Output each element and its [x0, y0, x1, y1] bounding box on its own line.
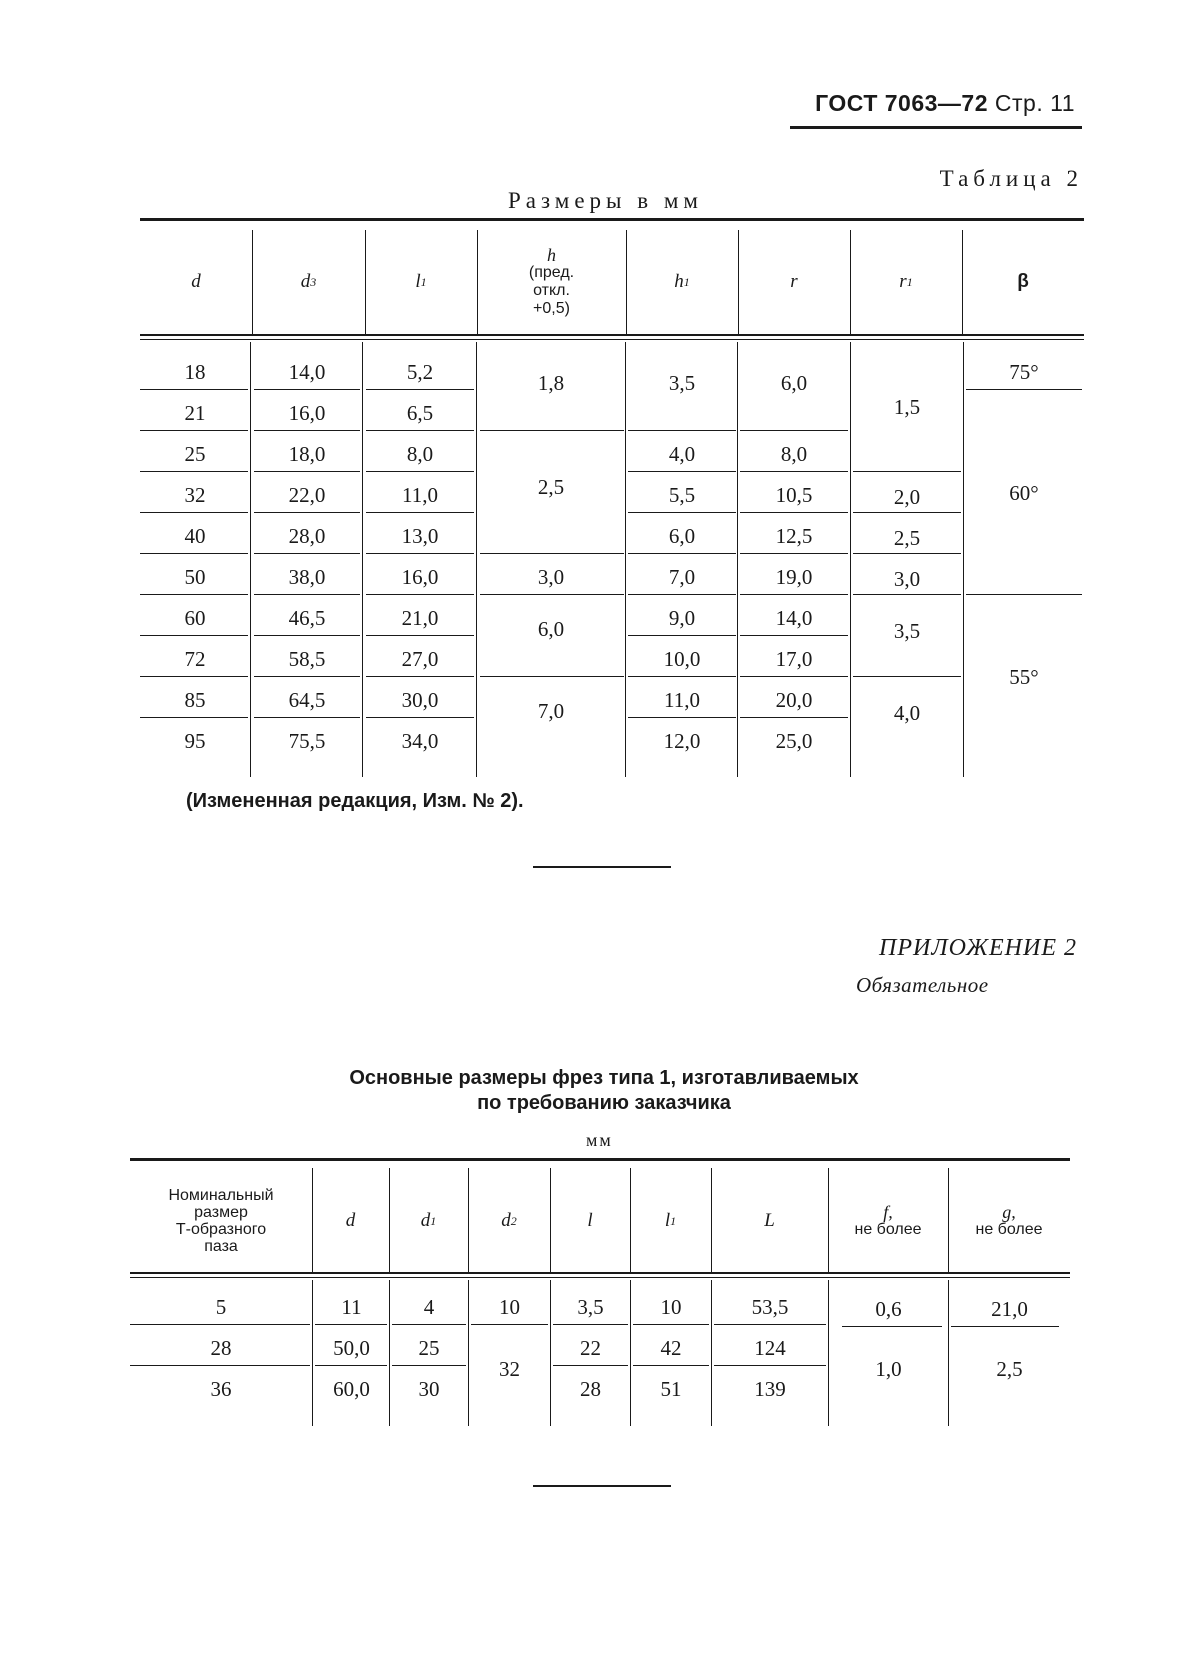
- cell-r1: 4,0: [893, 701, 921, 725]
- header-bottom-rule: [140, 334, 1084, 336]
- row-rule: [740, 430, 848, 431]
- row-rule: [714, 1324, 826, 1325]
- table-units: мм: [586, 1130, 613, 1150]
- page-header: [815, 90, 1075, 117]
- cell-r1: 2,5: [893, 526, 921, 550]
- col-header-d2-letter: d: [501, 1210, 511, 1231]
- col-header-nominal-line3: Т-образного: [175, 1221, 267, 1238]
- col-header-d1: [389, 1170, 468, 1272]
- col-header-d1-sub: 1: [430, 1213, 437, 1228]
- cell-h1: 7,0: [668, 565, 696, 589]
- section-divider: [533, 866, 671, 868]
- row-rule: [140, 512, 248, 513]
- cell-l: 3,5: [577, 1295, 604, 1319]
- row-rule: [853, 676, 961, 677]
- row-rule: [853, 553, 961, 554]
- table-top-rule: [140, 218, 1084, 221]
- cell-h1: 9,0: [668, 606, 696, 630]
- row-rule: [130, 1324, 310, 1325]
- cell-g: 2,5: [996, 1357, 1023, 1381]
- row-rule: [366, 512, 474, 513]
- cell-d: 21: [184, 401, 206, 425]
- header-bottom-rule-2: [130, 1277, 1070, 1278]
- col-header-nominal-line1: Номинальный: [168, 1187, 274, 1204]
- table-label: Таблица 2: [939, 166, 1083, 191]
- col-header-L: L: [764, 1210, 775, 1231]
- row-rule: [130, 1365, 310, 1366]
- row-rule: [471, 1324, 548, 1325]
- col-header-beta: β: [1017, 271, 1029, 292]
- row-rule: [254, 471, 360, 472]
- cell-r: 6,0: [780, 371, 808, 395]
- row-rule: [254, 553, 360, 554]
- cell-h1: 6,0: [668, 524, 696, 548]
- cell-r: 8,0: [780, 442, 808, 466]
- row-rule: [392, 1365, 466, 1366]
- body-divider: [362, 342, 363, 777]
- row-rule: [480, 594, 624, 595]
- col-header-d1-letter: d: [420, 1210, 431, 1231]
- row-rule: [480, 430, 624, 431]
- cell-f: 1,0: [875, 1357, 902, 1381]
- cell-d3: 58,5: [288, 647, 326, 671]
- row-rule: [366, 430, 474, 431]
- col-header-d3: [252, 230, 365, 334]
- col-header-h-letter: h: [547, 245, 556, 265]
- row-rule: [254, 594, 360, 595]
- row-rule: [740, 717, 848, 718]
- cell-l1: 13,0: [401, 524, 439, 548]
- cell-d: 72: [184, 647, 206, 671]
- row-rule: [740, 635, 848, 636]
- body-divider: [250, 342, 251, 777]
- row-rule: [633, 1324, 709, 1325]
- col-header-g-letter: g,: [1002, 1202, 1016, 1222]
- col-header-l1: [365, 230, 477, 334]
- cell-l1: 34,0: [401, 729, 439, 753]
- cell-beta: 55°: [1009, 665, 1039, 689]
- cell-h: 6,0: [537, 617, 565, 641]
- row-rule: [140, 471, 248, 472]
- row-rule: [140, 594, 248, 595]
- cell-d: 50: [184, 565, 206, 589]
- cell-l1: 6,5: [406, 401, 434, 425]
- col-header-r1: [850, 230, 962, 334]
- cell-beta: 75°: [1009, 360, 1039, 384]
- row-rule: [951, 1326, 1059, 1327]
- cell-nominal: 36: [210, 1377, 232, 1401]
- cell-nominal: 5: [215, 1295, 227, 1319]
- cell-d: 18: [184, 360, 206, 384]
- col-header-h1: [626, 230, 738, 334]
- cell-d: 25: [184, 442, 206, 466]
- cell-h: 7,0: [537, 699, 565, 723]
- col-header-d3-sub: 3: [310, 274, 317, 289]
- row-rule: [628, 635, 736, 636]
- cell-d1: 25: [418, 1336, 440, 1360]
- row-rule: [966, 389, 1082, 390]
- cell-L: 124: [754, 1336, 786, 1360]
- col-header-r1-sub: 1: [906, 274, 913, 289]
- table-top-rule: [130, 1158, 1070, 1161]
- cell-h: 1,8: [537, 371, 565, 395]
- cell-h1: 11,0: [664, 688, 700, 712]
- cell-l1: 42: [660, 1336, 682, 1360]
- cell-d3: 38,0: [288, 565, 326, 589]
- cell-l1: 8,0: [406, 442, 434, 466]
- row-rule: [842, 1326, 942, 1327]
- cell-r: 20,0: [775, 688, 813, 712]
- row-rule: [853, 594, 961, 595]
- row-rule: [254, 717, 360, 718]
- table-units: Размеры в мм: [508, 188, 703, 213]
- cell-d3: 22,0: [288, 483, 326, 507]
- cell-l: 28: [580, 1377, 601, 1401]
- cell-r: 19,0: [775, 565, 813, 589]
- row-rule: [740, 676, 848, 677]
- col-header-l1-sub: 1: [670, 1213, 677, 1228]
- col-header-h-line2: (пред.: [528, 264, 575, 281]
- row-rule: [140, 635, 248, 636]
- cell-d1: 4: [423, 1295, 435, 1319]
- cell-h1: 3,5: [668, 371, 696, 395]
- cell-h1: 5,5: [668, 483, 696, 507]
- body-divider: [312, 1280, 313, 1426]
- cell-h1: 4,0: [668, 442, 696, 466]
- cell-d3: 16,0: [288, 401, 326, 425]
- table-title-line1: Основные размеры фрез типа 1, изготавливаемых: [349, 1067, 859, 1089]
- row-rule: [140, 717, 248, 718]
- cell-r1: 3,0: [893, 567, 921, 591]
- cell-l1: 21,0: [401, 606, 439, 630]
- row-rule: [254, 389, 360, 390]
- col-header-l1-letter: l: [664, 1210, 671, 1231]
- row-rule: [628, 717, 736, 718]
- cell-d: 85: [184, 688, 206, 712]
- table-title: [200, 1066, 1008, 1116]
- row-rule: [966, 594, 1082, 595]
- gost-number: ГОСТ 7063—72: [815, 90, 989, 116]
- col-header-l1: [630, 1170, 711, 1272]
- col-header-r1-letter: r: [899, 271, 907, 292]
- row-rule: [853, 512, 961, 513]
- row-rule: [392, 1324, 466, 1325]
- row-rule: [140, 553, 248, 554]
- cell-l1: 27,0: [401, 647, 439, 671]
- col-header-nominal-line2: размер: [194, 1204, 248, 1221]
- cell-l1: 16,0: [401, 565, 439, 589]
- cell-d: 60: [184, 606, 206, 630]
- cell-d: 40: [184, 524, 206, 548]
- cell-h: 2,5: [537, 475, 565, 499]
- header-bottom-rule-2: [140, 339, 1084, 340]
- cell-r: 12,5: [775, 524, 813, 548]
- table-2: [140, 218, 1084, 779]
- row-rule: [740, 512, 848, 513]
- cell-d: 50,0: [333, 1336, 370, 1360]
- row-rule: [628, 676, 736, 677]
- col-header-l1-letter: l: [415, 271, 421, 292]
- cell-r: 17,0: [775, 647, 813, 671]
- row-rule: [628, 471, 736, 472]
- cell-d3: 64,5: [288, 688, 326, 712]
- row-rule: [254, 676, 360, 677]
- row-rule: [140, 389, 248, 390]
- row-rule: [628, 553, 736, 554]
- cell-d3: 28,0: [288, 524, 326, 548]
- row-rule: [366, 553, 474, 554]
- cell-r1: 2,0: [893, 485, 921, 509]
- col-header-g: [948, 1170, 1070, 1272]
- col-header-nominal: [130, 1170, 312, 1272]
- cell-r1: 1,5: [893, 395, 921, 419]
- cell-L: 139: [754, 1377, 786, 1401]
- col-header-nominal-line4: паза: [204, 1238, 238, 1255]
- cell-f: 0,6: [875, 1297, 902, 1321]
- cell-g: 21,0: [991, 1297, 1028, 1321]
- row-rule: [740, 553, 848, 554]
- col-header-d: d: [191, 271, 201, 292]
- row-rule: [366, 635, 474, 636]
- row-rule: [740, 594, 848, 595]
- col-header-h-line4: +0,5): [533, 300, 570, 317]
- row-rule: [480, 553, 624, 554]
- row-rule: [480, 676, 624, 677]
- row-rule: [254, 430, 360, 431]
- row-rule: [553, 1365, 628, 1366]
- cutter-dimensions-table: [130, 1158, 1070, 1428]
- appendix-title: ПРИЛОЖЕНИЕ 2: [879, 935, 1077, 961]
- cell-d: 60,0: [333, 1377, 370, 1401]
- cell-d3: 75,5: [288, 729, 326, 753]
- row-rule: [553, 1324, 628, 1325]
- col-header-h1-letter: h: [674, 271, 684, 292]
- cell-d3: 14,0: [288, 360, 326, 384]
- cell-d2: 32: [499, 1357, 520, 1381]
- cell-h: 3,0: [537, 565, 565, 589]
- row-rule: [140, 430, 248, 431]
- cell-r: 14,0: [775, 606, 813, 630]
- row-rule: [714, 1365, 826, 1366]
- cell-l1: 5,2: [406, 360, 434, 384]
- revision-note: (Измененная редакция, Изм. № 2).: [186, 790, 524, 812]
- header-bottom-rule: [130, 1272, 1070, 1274]
- cell-d2: 10: [499, 1295, 520, 1319]
- col-header-f-note: не более: [854, 1221, 922, 1238]
- table-title-line2: по требованию заказчика: [477, 1092, 731, 1114]
- cell-l1: 30,0: [401, 688, 439, 712]
- col-header-l: l: [587, 1210, 593, 1231]
- col-header-d3-letter: d: [300, 271, 311, 292]
- row-rule: [366, 676, 474, 677]
- col-header-l1-sub: 1: [420, 274, 427, 289]
- col-header-g-note: не более: [975, 1221, 1043, 1238]
- row-rule: [853, 471, 961, 472]
- row-rule: [366, 471, 474, 472]
- cell-l1: 10: [660, 1295, 682, 1319]
- cell-nominal: 28: [210, 1336, 232, 1360]
- row-rule: [366, 389, 474, 390]
- cell-d: 95: [184, 729, 206, 753]
- header-rule: [790, 126, 1082, 129]
- cell-beta: 60°: [1009, 481, 1039, 505]
- cell-l1: 11,0: [402, 483, 438, 507]
- col-header-r: r: [790, 271, 798, 292]
- row-rule: [366, 717, 474, 718]
- row-rule: [628, 430, 736, 431]
- row-rule: [140, 676, 248, 677]
- cell-h1: 12,0: [663, 729, 701, 753]
- col-header-h1-sub: 1: [683, 274, 690, 289]
- section-divider: [533, 1485, 671, 1487]
- cell-d1: 30: [418, 1377, 440, 1401]
- cell-h1: 10,0: [663, 647, 701, 671]
- row-rule: [315, 1365, 387, 1366]
- row-rule: [366, 594, 474, 595]
- cell-r: 25,0: [775, 729, 813, 753]
- row-rule: [254, 512, 360, 513]
- col-header-f: [828, 1170, 948, 1272]
- cell-l1: 51: [660, 1377, 682, 1401]
- row-rule: [628, 512, 736, 513]
- page-number: Стр. 11: [994, 90, 1075, 116]
- appendix-subtitle: Обязательное: [856, 973, 989, 997]
- cell-d3: 46,5: [288, 606, 326, 630]
- row-rule: [628, 594, 736, 595]
- col-header-d: d: [345, 1210, 356, 1231]
- col-header-h-line3: откл.: [533, 282, 570, 299]
- body-divider: [963, 342, 964, 777]
- cell-d: 32: [184, 483, 206, 507]
- row-rule: [315, 1324, 387, 1325]
- cell-l: 22: [580, 1336, 601, 1360]
- col-header-d2-sub: 2: [510, 1213, 517, 1228]
- row-rule: [254, 635, 360, 636]
- row-rule: [740, 471, 848, 472]
- cell-r1: 3,5: [893, 619, 921, 643]
- cell-d3: 18,0: [288, 442, 326, 466]
- col-header-h: [477, 230, 626, 334]
- cell-d: 11: [341, 1295, 362, 1319]
- cell-L: 53,5: [751, 1295, 789, 1319]
- col-header-d2: [468, 1170, 550, 1272]
- row-rule: [633, 1365, 709, 1366]
- cell-r: 10,5: [775, 483, 813, 507]
- col-header-f-letter: f,: [883, 1202, 893, 1222]
